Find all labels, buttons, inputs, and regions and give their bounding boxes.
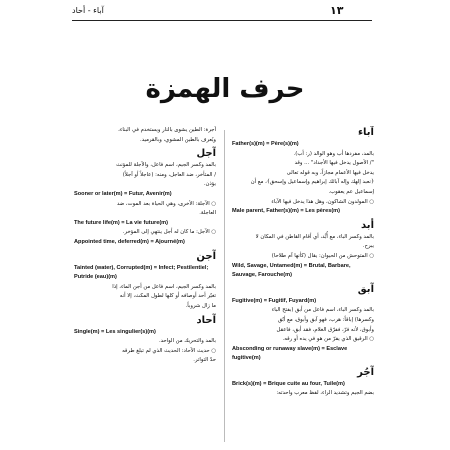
english-gloss: Male parent, Father(s)(m) = Les pères(m) [232,208,341,215]
english-gloss: Brick(s)(m) = Brique cuite au four, Tuile(m) [232,380,345,387]
definition-line: / المتأخر، ضد العاجل، ومنه: (عاجلاً أو آجلاً) [122,171,216,178]
definition-line: ○ الآجل: ما كان له أجل ينتهي إلى المؤخر. [122,229,216,236]
definition-line: ○ حديث الآحاد: الحديث الذي لم تبلغ طرقه [122,347,216,354]
definition-line: ﴿نعبد إلهك وإله آبائك إبراهيم وإسماعيل وإسحق﴾، مع أن [250,179,374,186]
english-gloss: Wild, Savage, Untamed(m) = Brutal, Barbare, Sauvage, Farouche(m) [232,262,351,279]
definition-line: ○ المولدون الشاكون، وهل هذا يدخل فيها الآباء [271,198,374,205]
entry-heading: آباء [357,127,374,138]
definition-line: بضم الجيم وتشديد الراء، لفظ معرب واحدته: [276,390,374,397]
definition-line: وأبوق، لأنه فرّ، ففرّق الغلام، فقد أبق، فاعقل [276,326,374,333]
definition-line: حدّ التواتر. [193,357,216,364]
definition-line: وكسرها) إباقاً: هرب، فهو آبق وأبوق، مع أبّق [277,316,374,323]
header-rule [72,20,372,21]
page-number: ١٣ [330,4,344,17]
english-gloss: The future life(m) = La vie future(m) [74,219,169,226]
definition-line: تغيّر أحد أوصافه أو كلها لطول المكث، إلا أنه [119,293,216,300]
definition-line: "/ الأصول يدخل فيها الأجداد" ... وقد [294,160,374,167]
definition-line: بالمد، مفردها أب وهو الوالد (ر: أب). [293,150,374,157]
chapter-title: حرف الهمزة [145,74,305,104]
entry-heading: آجن [196,250,216,262]
definition-line: العاجلة. [199,210,216,217]
english-gloss: Tainted (water), Corrupted(m) = Infect; Pestilentiel; Putride (eau)(m) [74,264,209,281]
definition-line: بالمد والتحريك من الواحد. [158,338,216,345]
definition-line: يؤذن. [203,181,216,188]
entry-heading: آجل [196,148,216,160]
definition-line: يبرح. [362,243,374,250]
running-title: آباء - أحاد [72,6,104,15]
definition-line: بالمد وكسر الباء، مع أُبَّد، أي أقام القاطن في المكان لا [255,233,374,240]
entry-heading: آبق [357,283,374,295]
definition-line: بالمد وكسر الجيم، اسم فاعل، والآجلة للمؤنث [116,162,216,169]
definition-line: إسماعيل عم يعقوب. [328,188,374,195]
definition-line: آجرة: الطين يشوى بالنار ويستخدم في البناء، [118,127,216,133]
definition-line: ○ المتوحش من الحيوان: يقال (كأنها آم طلاحا) [271,252,374,259]
english-gloss: Absconding or runaway slave(m) = Esclave fugitive(m) [232,345,348,362]
definition-line: يدخل فيها الأعمام مجازاً، وبه قوله تعالى [286,169,374,176]
left-column [74,126,216,446]
definition-line: ○ الرقيق الذي يفرّ من هو في يده أو رقه. [282,336,374,343]
definition-line: بالمد وكسر الجيم، اسم فاعل من أجن الماء، إذا [112,283,216,290]
entry-heading: آحاد [196,314,216,326]
column-separator [224,130,225,442]
english-gloss: Fugitive(m) = Fugitif, Fuyard(m) [232,297,317,304]
entry-heading: آجُر [357,366,374,378]
entry-heading: أبد [361,219,374,231]
english-gloss: Single(m) = Les singulier(s)(m) [74,328,156,335]
definition-line: بالمد وكسر الباء، اسم فاعل من أبق (بفتح الباء [271,307,374,314]
right-column [232,126,374,446]
definition-line: ○ الآجلة: الأخرى، وهي الحياة بعد الموت، ضد [116,200,216,207]
definition-line: ما زال شروباً. [185,302,216,309]
english-gloss: Appointed time, deferred(m) = Ajourné(m) [74,238,185,245]
english-gloss: Sooner or later(m) = Futur, Avenir(m) [74,190,172,197]
english-gloss: Father(s)(m) = Père(s)(m) [232,141,299,147]
definition-line: ويُعرف بالطين المشوي، وبالقرميد. [140,136,216,143]
